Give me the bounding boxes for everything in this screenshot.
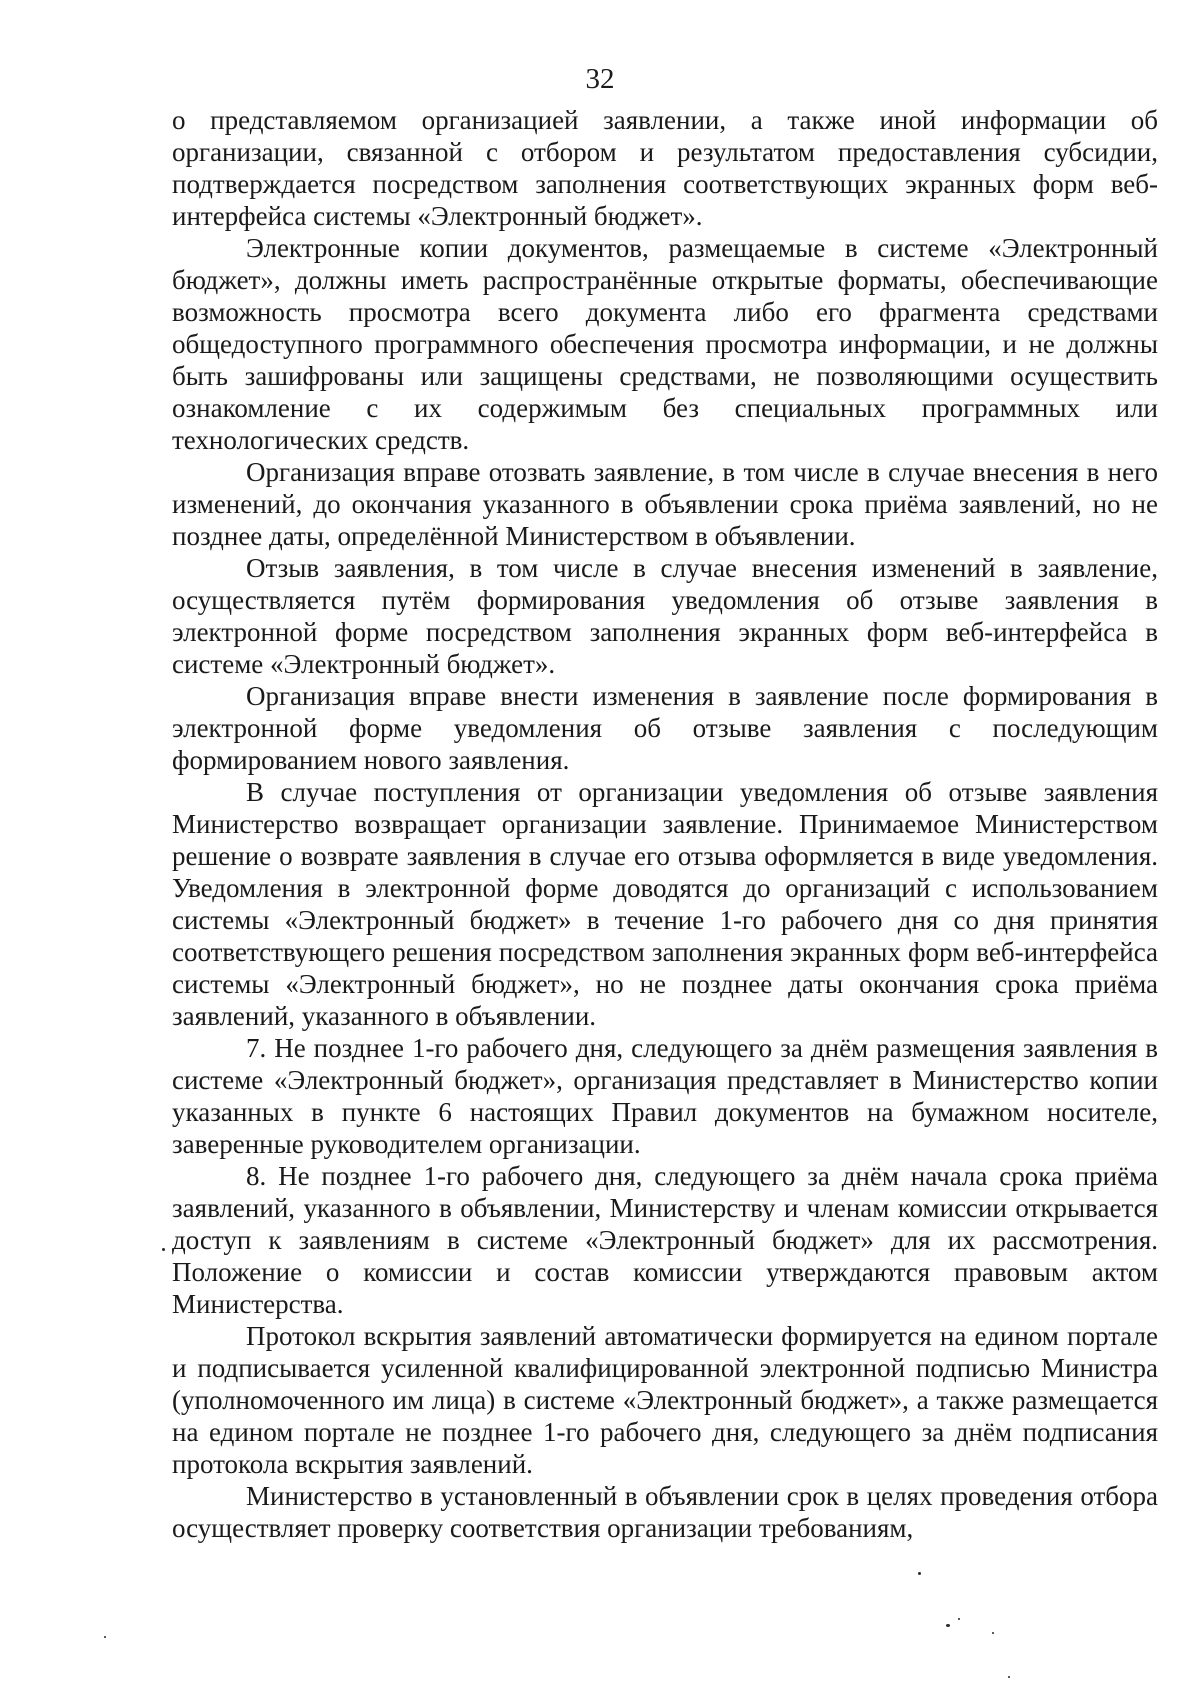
document-body: [172, 104, 1158, 1544]
paragraph-continuation: о представляемом организацией заявлении, а также иной информации об организации, связанной с отбором и результатом предоставления субсидии, подтверждается посредством заполнения соответствующих экранных форм веб-интерфейса системы «Электронный бюджет».: [172, 105, 1158, 231]
scan-speck: [918, 1572, 921, 1575]
page-number: 32: [585, 63, 615, 95]
paragraph-withdrawal-procedure: Отзыв заявления, в том числе в случае внесения изменений в заявление, осуществляется путём формирования уведомления об отзыве заявления в электронной форме посредством заполнения экранных форм веб-интерфейса в системе «Электронный бюджет».: [172, 553, 1158, 679]
scan-speck: [1008, 1676, 1010, 1678]
scan-speck: [958, 1618, 960, 1620]
paragraph-opening-protocol: Протокол вскрытия заявлений автоматически формируется на едином портале и подписывается усиленной квалифицированной электронной подписью Министра (уполномоченного им лица) в системе «Электронный бюджет», а также размещается на едином портале не позднее 1-го рабочего дня, следующего за днём подписания протокола вскрытия заявлений.: [172, 1321, 1158, 1479]
paragraph-item-8: 8. Не позднее 1-го рабочего дня, следующего за днём начала срока приёма заявлений, указанного в объявлении, Министерству и членам комиссии открывается доступ к заявлениям в системе «Электронный бюджет» для их рассмотрения. Положение о комиссии и состав комиссии утверждаются правовым актом Министерства.: [172, 1161, 1158, 1319]
scan-speck: [946, 1624, 950, 1627]
scan-speck: [162, 1248, 165, 1251]
paragraph-return-of-application: В случае поступления от организации уведомления об отзыве заявления Министерство возвращает организации заявление. Принимаемое Министерством решение о возврате заявления в случае его отзыва оформляется в виде уведомления. Уведомления в электронной форме доводятся до организаций с использованием системы «Электронный бюджет» в течение 1-го рабочего дня со дня принятия соответствующего решения посредством заполнения экранных форм веб-интерфейса системы «Электронный бюджет», но не позднее даты окончания срока приёма заявлений, указанного в объявлении.: [172, 777, 1158, 1031]
paragraph-item-7: 7. Не позднее 1-го рабочего дня, следующего за днём размещения заявления в системе «Электронный бюджет», организация представляет в Министерство копии указанных в пункте 6 настоящих Правил документов на бумажном носителе, заверенные руководителем организации.: [172, 1033, 1158, 1159]
paragraph-verification: Министерство в установленный в объявлении срок в целях проведения отбора осуществляет проверку соответствия организации требованиям,: [172, 1481, 1158, 1543]
paragraph-electronic-copies: Электронные копии документов, размещаемые в системе «Электронный бюджет», должны иметь распространённые открытые форматы, обеспечивающие возможность просмотра всего документа либо его фрагмента средствами общедоступного программного обеспечения просмотра информации, и не должны быть зашифрованы или защищены средствами, не позволяющими осуществить ознакомление с их содержимым без специальных программных или технологических средств.: [172, 233, 1158, 455]
paragraph-amendments: Организация вправе внести изменения в заявление после формирования в электронной форме уведомления об отзыве заявления с последующим формированием нового заявления.: [172, 681, 1158, 775]
scan-speck: [104, 1636, 106, 1638]
paragraph-withdrawal-right: Организация вправе отозвать заявление, в том числе в случае внесения в него изменений, до окончания указанного в объявлении срока приёма заявлений, но не позднее даты, определённой Министерством в объявлении.: [172, 457, 1158, 551]
scan-speck: [992, 1632, 994, 1634]
